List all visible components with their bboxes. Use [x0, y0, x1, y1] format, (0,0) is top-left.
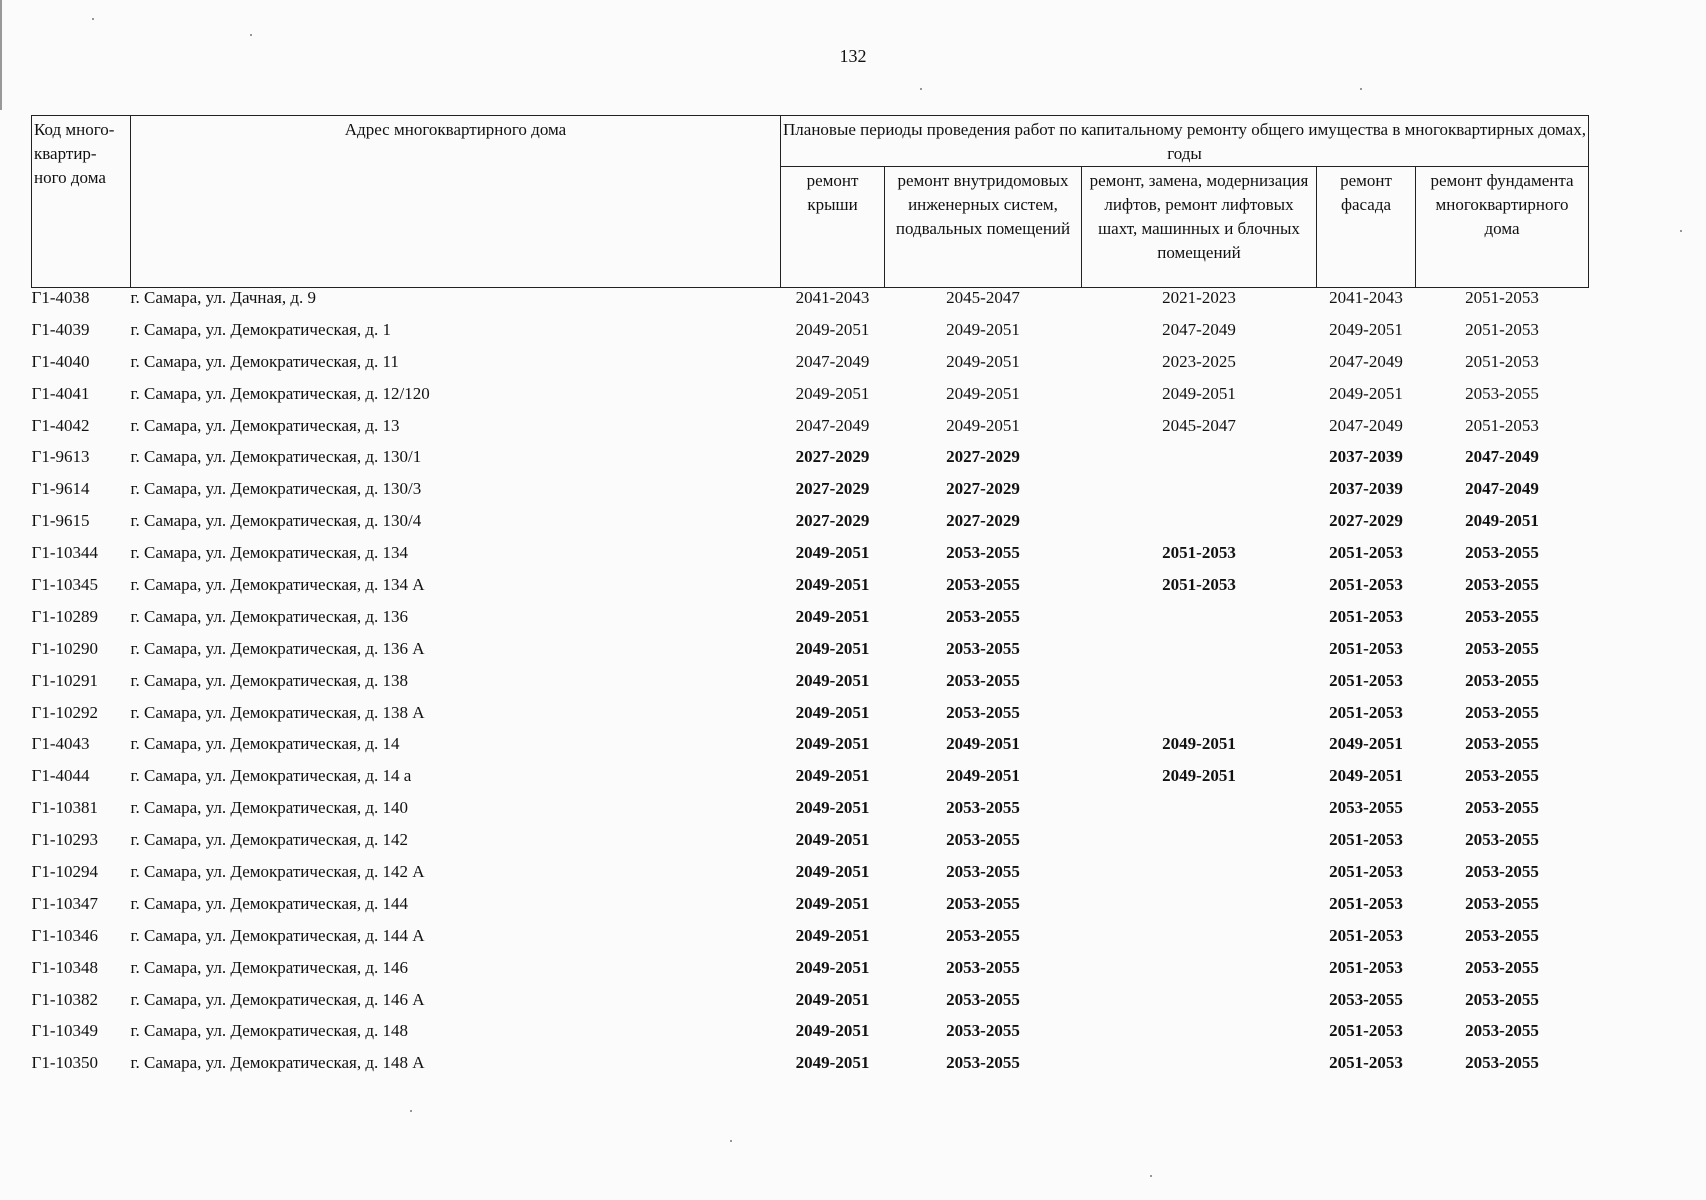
- code-cell: Г1-10292: [31, 702, 98, 722]
- engineering-period-cell: 2053-2055: [946, 957, 1020, 977]
- table-row: [32, 607, 1589, 639]
- table-row: [32, 639, 1589, 671]
- roof-period-cell: 2049-2051: [795, 543, 870, 563]
- table-row: [32, 958, 1589, 990]
- lift-period-cell: 2021-2023: [1162, 288, 1236, 307]
- address-cell: г. Самара, ул. Демократическая, д. 138 А: [130, 702, 425, 722]
- lift-period-cell: [1082, 607, 1317, 639]
- roof-period-cell: 2049-2051: [795, 383, 870, 403]
- table-row: [32, 320, 1589, 352]
- table-row: [32, 734, 1589, 766]
- address-cell: г. Самара, ул. Демократическая, д. 14 а: [130, 766, 412, 786]
- facade-period-cell: 2053-2055: [1329, 798, 1403, 818]
- table-row: [32, 479, 1589, 511]
- foundation-period-cell: 2051-2053: [1465, 351, 1539, 371]
- facade-period-cell: 2049-2051: [1329, 383, 1403, 403]
- engineering-period-cell: 2053-2055: [946, 925, 1020, 945]
- facade-period-cell: 2051-2053: [1329, 543, 1403, 563]
- foundation-period-cell: 2053-2055: [1465, 1053, 1539, 1073]
- roof-period-cell: 2049-2051: [795, 319, 870, 339]
- roof-period-cell: 2049-2051: [795, 575, 870, 595]
- roof-period-cell: 2049-2051: [795, 925, 870, 945]
- facade-period-cell: 2051-2053: [1329, 830, 1403, 850]
- foundation-period-cell: 2053-2055: [1465, 925, 1539, 945]
- capital-repair-table: [31, 115, 1589, 1085]
- address-cell: г. Самара, ул. Демократическая, д. 148: [130, 1021, 408, 1041]
- foundation-period-cell: 2053-2055: [1465, 734, 1539, 754]
- engineering-period-cell: 2049-2051: [946, 766, 1020, 786]
- engineering-period-cell: 2045-2047: [946, 288, 1020, 307]
- facade-period-cell: 2049-2051: [1329, 766, 1403, 786]
- facade-period-cell: 2047-2049: [1329, 351, 1403, 371]
- table-body: [32, 288, 1589, 1086]
- lift-period-cell: [1082, 830, 1317, 862]
- foundation-period-cell: 2047-2049: [1465, 447, 1539, 467]
- engineering-period-cell: 2027-2029: [946, 447, 1020, 467]
- facade-period-cell: 2041-2043: [1329, 288, 1403, 307]
- facade-period-cell: 2051-2053: [1329, 925, 1403, 945]
- table-row: [32, 543, 1589, 575]
- foundation-period-cell: 2051-2053: [1465, 319, 1539, 339]
- foundation-period-cell: 2053-2055: [1465, 1021, 1539, 1041]
- address-cell: г. Самара, ул. Демократическая, д. 13: [130, 415, 400, 435]
- code-cell: Г1-10291: [31, 670, 98, 690]
- table-row: [32, 830, 1589, 862]
- scan-speck: [730, 1140, 732, 1142]
- header-planned-periods: Плановые периоды проведения работ по капитальному ремонту общего имущества в многоквартирных домах, годы: [781, 116, 1589, 167]
- foundation-period-cell: 2053-2055: [1465, 798, 1539, 818]
- address-cell: г. Самара, ул. Демократическая, д. 144: [130, 893, 408, 913]
- table-row: [32, 798, 1589, 830]
- table-row: [32, 1021, 1589, 1053]
- header-facade: ремонт фасада: [1317, 167, 1416, 288]
- lift-period-cell: 2049-2051: [1162, 383, 1236, 403]
- lift-period-cell: [1082, 479, 1317, 511]
- foundation-period-cell: 2053-2055: [1465, 989, 1539, 1009]
- address-cell: г. Самара, ул. Демократическая, д. 140: [130, 798, 408, 818]
- lift-period-cell: [1082, 511, 1317, 543]
- table-row: [32, 671, 1589, 703]
- facade-period-cell: 2053-2055: [1329, 989, 1403, 1009]
- facade-period-cell: 2037-2039: [1329, 447, 1403, 467]
- code-cell: Г1-4042: [31, 415, 90, 435]
- table-row: [32, 862, 1589, 894]
- code-cell: Г1-10349: [31, 1021, 98, 1041]
- address-cell: г. Самара, ул. Демократическая, д. 130/1: [130, 447, 422, 467]
- header-foundation: ремонт фундамента многоквартирного дома: [1416, 167, 1589, 288]
- facade-period-cell: 2051-2053: [1329, 670, 1403, 690]
- engineering-period-cell: 2053-2055: [946, 543, 1020, 563]
- facade-period-cell: 2047-2049: [1329, 415, 1403, 435]
- code-cell: Г1-10346: [31, 925, 98, 945]
- engineering-period-cell: 2049-2051: [946, 734, 1020, 754]
- lift-period-cell: [1082, 703, 1317, 735]
- foundation-period-cell: 2053-2055: [1465, 957, 1539, 977]
- engineering-period-cell: 2053-2055: [946, 830, 1020, 850]
- foundation-period-cell: 2053-2055: [1465, 606, 1539, 626]
- header-code: Код много-квартир-ного дома: [32, 116, 131, 288]
- foundation-period-cell: 2051-2053: [1465, 415, 1539, 435]
- address-cell: г. Самара, ул. Демократическая, д. 142 А: [130, 862, 425, 882]
- facade-period-cell: 2049-2051: [1329, 734, 1403, 754]
- roof-period-cell: 2049-2051: [795, 830, 870, 850]
- header-lifts: ремонт, замена, модернизация лифтов, ремонт лифтовых шахт, машинных и блочных помещений: [1082, 167, 1317, 288]
- code-cell: Г1-10293: [31, 830, 98, 850]
- lift-period-cell: 2047-2049: [1162, 319, 1236, 339]
- code-cell: Г1-4038: [31, 288, 90, 307]
- roof-period-cell: 2049-2051: [795, 862, 870, 882]
- roof-period-cell: 2049-2051: [795, 702, 870, 722]
- lift-period-cell: [1082, 1053, 1317, 1085]
- engineering-period-cell: 2027-2029: [946, 479, 1020, 499]
- facade-period-cell: 2051-2053: [1329, 1053, 1403, 1073]
- engineering-period-cell: 2049-2051: [946, 351, 1020, 371]
- engineering-period-cell: 2027-2029: [946, 511, 1020, 531]
- engineering-period-cell: 2053-2055: [946, 638, 1020, 658]
- lift-period-cell: [1082, 1021, 1317, 1053]
- address-cell: г. Самара, ул. Демократическая, д. 142: [130, 830, 408, 850]
- code-cell: Г1-9614: [31, 479, 90, 499]
- code-cell: Г1-10381: [31, 798, 98, 818]
- header-roof: ремонт крыши: [781, 167, 885, 288]
- scan-speck: [410, 1110, 412, 1112]
- table-row: [32, 288, 1589, 320]
- foundation-period-cell: 2053-2055: [1465, 543, 1539, 563]
- code-cell: Г1-10294: [31, 862, 98, 882]
- roof-period-cell: 2027-2029: [795, 479, 870, 499]
- engineering-period-cell: 2053-2055: [946, 893, 1020, 913]
- address-cell: г. Самара, ул. Демократическая, д. 146 А: [130, 989, 425, 1009]
- engineering-period-cell: 2053-2055: [946, 575, 1020, 595]
- engineering-period-cell: 2053-2055: [946, 1021, 1020, 1041]
- lift-period-cell: 2051-2053: [1162, 575, 1236, 595]
- roof-period-cell: 2041-2043: [795, 288, 870, 307]
- lift-period-cell: [1082, 447, 1317, 479]
- table-row: [32, 575, 1589, 607]
- facade-period-cell: 2051-2053: [1329, 702, 1403, 722]
- address-cell: г. Самара, ул. Демократическая, д. 138: [130, 670, 408, 690]
- foundation-period-cell: 2053-2055: [1465, 670, 1539, 690]
- scan-speck: [920, 88, 922, 90]
- foundation-period-cell: 2053-2055: [1465, 830, 1539, 850]
- scan-speck: [250, 34, 252, 36]
- roof-period-cell: 2047-2049: [795, 351, 870, 371]
- roof-period-cell: 2049-2051: [795, 957, 870, 977]
- foundation-period-cell: 2053-2055: [1465, 575, 1539, 595]
- address-cell: г. Самара, ул. Демократическая, д. 144 А: [130, 925, 425, 945]
- foundation-period-cell: 2053-2055: [1465, 702, 1539, 722]
- table-row: [32, 990, 1589, 1022]
- foundation-period-cell: 2053-2055: [1465, 862, 1539, 882]
- lift-period-cell: [1082, 990, 1317, 1022]
- roof-period-cell: 2027-2029: [795, 447, 870, 467]
- foundation-period-cell: 2053-2055: [1465, 893, 1539, 913]
- code-cell: Г1-4039: [31, 319, 90, 339]
- table-row: [32, 352, 1589, 384]
- address-cell: г. Самара, ул. Дачная, д. 9: [130, 288, 317, 307]
- address-cell: г. Самара, ул. Демократическая, д. 130/4: [130, 511, 422, 531]
- foundation-period-cell: 2053-2055: [1465, 383, 1539, 403]
- roof-period-cell: 2049-2051: [795, 766, 870, 786]
- engineering-period-cell: 2053-2055: [946, 989, 1020, 1009]
- lift-period-cell: 2049-2051: [1162, 766, 1236, 786]
- engineering-period-cell: 2053-2055: [946, 670, 1020, 690]
- address-cell: г. Самара, ул. Демократическая, д. 148 А: [130, 1053, 425, 1073]
- roof-period-cell: 2049-2051: [795, 606, 870, 626]
- code-cell: Г1-10347: [31, 893, 98, 913]
- engineering-period-cell: 2049-2051: [946, 383, 1020, 403]
- scan-speck: [92, 18, 94, 20]
- engineering-period-cell: 2053-2055: [946, 606, 1020, 626]
- table-row: [32, 447, 1589, 479]
- page-number: 132: [839, 46, 867, 66]
- roof-period-cell: 2047-2049: [795, 415, 870, 435]
- lift-period-cell: [1082, 798, 1317, 830]
- address-cell: г. Самара, ул. Демократическая, д. 134: [130, 543, 408, 563]
- foundation-period-cell: 2051-2053: [1465, 288, 1539, 307]
- foundation-period-cell: 2047-2049: [1465, 479, 1539, 499]
- code-cell: Г1-10382: [31, 989, 98, 1009]
- header-address: Адрес многоквартирного дома: [131, 116, 781, 288]
- facade-period-cell: 2051-2053: [1329, 862, 1403, 882]
- engineering-period-cell: 2053-2055: [946, 862, 1020, 882]
- engineering-period-cell: 2053-2055: [946, 1053, 1020, 1073]
- scan-speck: [1150, 1175, 1152, 1177]
- table-row: [32, 511, 1589, 543]
- table-row: [32, 384, 1589, 416]
- code-cell: Г1-10289: [31, 606, 98, 626]
- lift-period-cell: [1082, 894, 1317, 926]
- facade-period-cell: 2051-2053: [1329, 575, 1403, 595]
- scan-speck: [1360, 88, 1362, 90]
- table-row: [32, 766, 1589, 798]
- roof-period-cell: 2049-2051: [795, 989, 870, 1009]
- table-row: [32, 703, 1589, 735]
- lift-period-cell: 2049-2051: [1162, 734, 1236, 754]
- lift-period-cell: [1082, 639, 1317, 671]
- roof-period-cell: 2049-2051: [795, 893, 870, 913]
- lift-period-cell: [1082, 926, 1317, 958]
- facade-period-cell: 2051-2053: [1329, 957, 1403, 977]
- foundation-period-cell: 2053-2055: [1465, 766, 1539, 786]
- engineering-period-cell: 2049-2051: [946, 415, 1020, 435]
- code-cell: Г1-4044: [31, 766, 90, 786]
- code-cell: Г1-10348: [31, 957, 98, 977]
- address-cell: г. Самара, ул. Демократическая, д. 1: [130, 319, 391, 339]
- lift-period-cell: [1082, 671, 1317, 703]
- code-cell: Г1-10344: [31, 543, 98, 563]
- facade-period-cell: 2051-2053: [1329, 606, 1403, 626]
- facade-period-cell: 2051-2053: [1329, 1021, 1403, 1041]
- engineering-period-cell: 2053-2055: [946, 702, 1020, 722]
- address-cell: г. Самара, ул. Демократическая, д. 136 А: [130, 638, 425, 658]
- facade-period-cell: 2051-2053: [1329, 638, 1403, 658]
- table-row: [32, 894, 1589, 926]
- facade-period-cell: 2037-2039: [1329, 479, 1403, 499]
- code-cell: Г1-4043: [31, 734, 90, 754]
- foundation-period-cell: 2049-2051: [1465, 511, 1539, 531]
- roof-period-cell: 2049-2051: [795, 670, 870, 690]
- foundation-period-cell: 2053-2055: [1465, 638, 1539, 658]
- code-cell: Г1-10345: [31, 575, 98, 595]
- facade-period-cell: 2051-2053: [1329, 893, 1403, 913]
- code-cell: Г1-10290: [31, 638, 98, 658]
- roof-period-cell: 2027-2029: [795, 511, 870, 531]
- lift-period-cell: 2023-2025: [1162, 351, 1236, 371]
- roof-period-cell: 2049-2051: [795, 638, 870, 658]
- address-cell: г. Самара, ул. Демократическая, д. 134 А: [130, 575, 425, 595]
- address-cell: г. Самара, ул. Демократическая, д. 146: [130, 957, 408, 977]
- code-cell: Г1-9615: [31, 511, 90, 531]
- lift-period-cell: 2045-2047: [1162, 415, 1236, 435]
- table-row: [32, 1053, 1589, 1085]
- engineering-period-cell: 2053-2055: [946, 798, 1020, 818]
- header-engineering: ремонт внутридомовых инженерных систем, подвальных помещений: [885, 167, 1082, 288]
- lift-period-cell: [1082, 958, 1317, 990]
- code-cell: Г1-10350: [31, 1053, 98, 1073]
- code-cell: Г1-4041: [31, 383, 90, 403]
- scan-speck: [1680, 230, 1682, 232]
- code-cell: Г1-4040: [31, 351, 90, 371]
- address-cell: г. Самара, ул. Демократическая, д. 136: [130, 606, 408, 626]
- engineering-period-cell: 2049-2051: [946, 319, 1020, 339]
- lift-period-cell: [1082, 862, 1317, 894]
- facade-period-cell: 2049-2051: [1329, 319, 1403, 339]
- roof-period-cell: 2049-2051: [795, 1021, 870, 1041]
- roof-period-cell: 2049-2051: [795, 798, 870, 818]
- roof-period-cell: 2049-2051: [795, 734, 870, 754]
- lift-period-cell: 2051-2053: [1162, 543, 1236, 563]
- roof-period-cell: 2049-2051: [795, 1053, 870, 1073]
- address-cell: г. Самара, ул. Демократическая, д. 12/120: [130, 383, 430, 403]
- facade-period-cell: 2027-2029: [1329, 511, 1403, 531]
- code-cell: Г1-9613: [31, 447, 90, 467]
- address-cell: г. Самара, ул. Демократическая, д. 130/3: [130, 479, 422, 499]
- address-cell: г. Самара, ул. Демократическая, д. 11: [130, 351, 399, 371]
- table-row: [32, 926, 1589, 958]
- address-cell: г. Самара, ул. Демократическая, д. 14: [130, 734, 400, 754]
- table-row: [32, 416, 1589, 448]
